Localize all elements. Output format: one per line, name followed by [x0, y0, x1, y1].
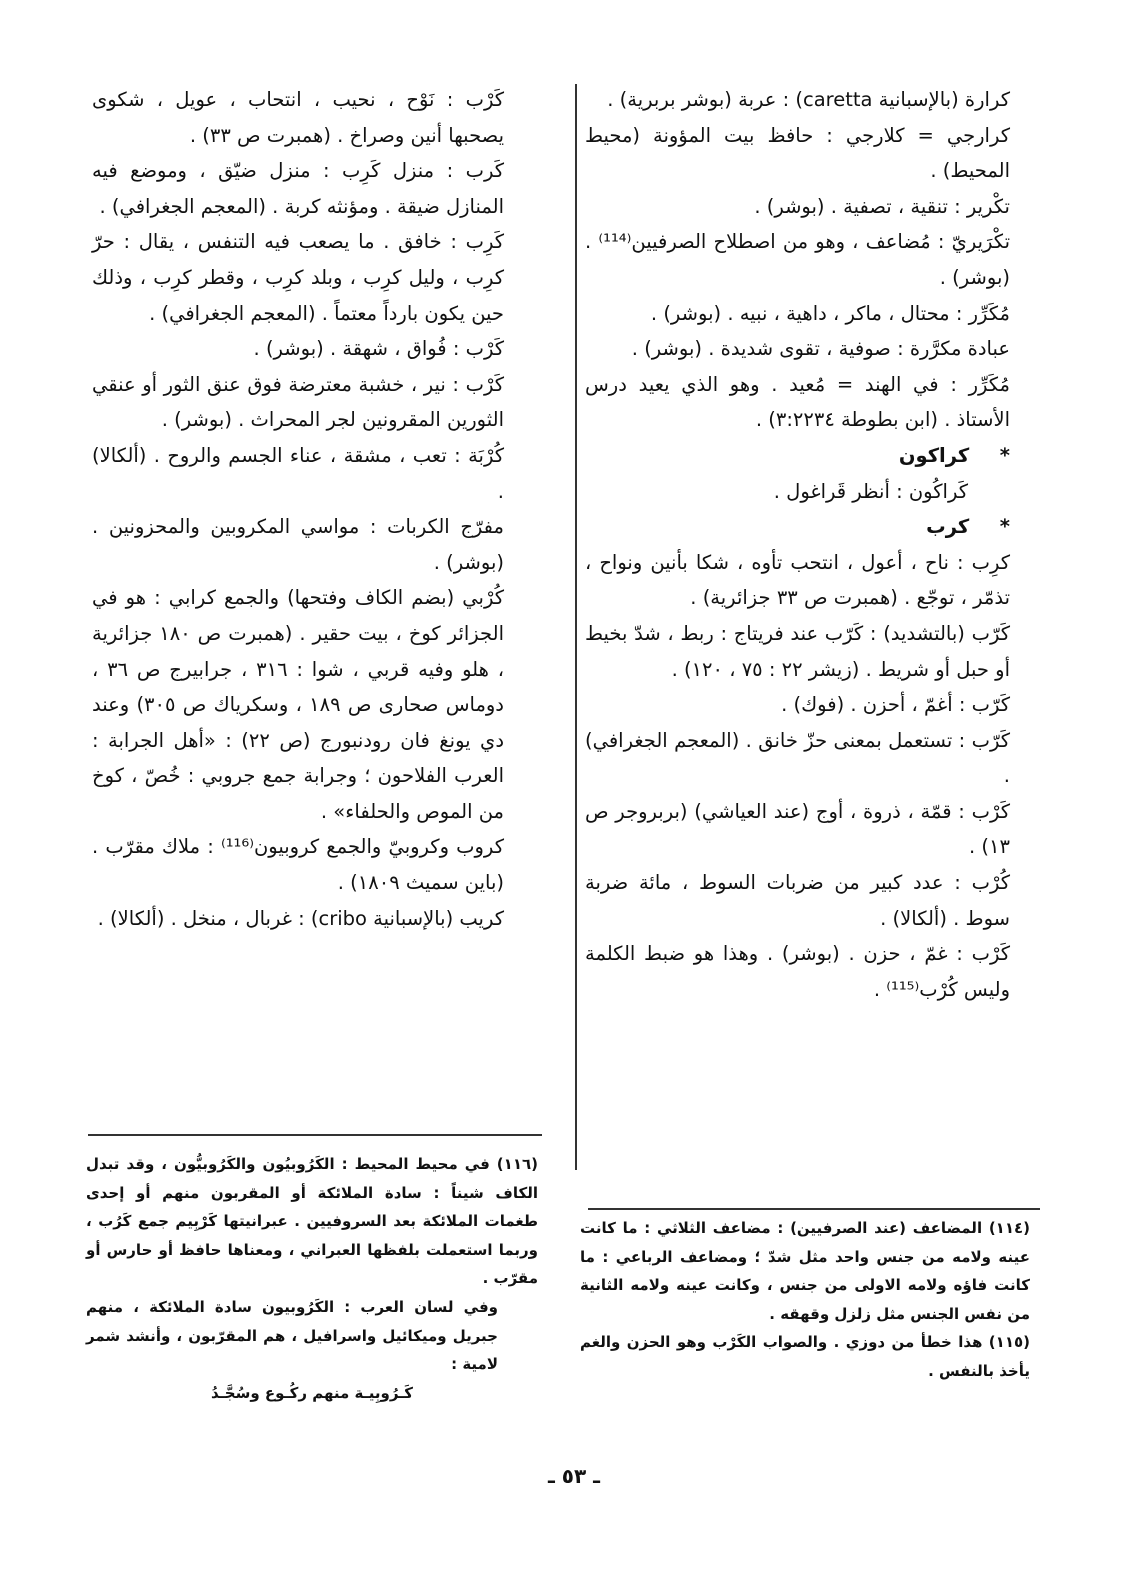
entry: كُرْبَة : تعب ، مشقة ، عناء الجسم والروح . (ألكالا) . [92, 443, 504, 503]
poem-line: كَـرُوبِيـة منهم ركُـوع وسُجَّـدُ [210, 1383, 414, 1402]
asterisk-icon: * [999, 515, 1010, 539]
entry: كُرْبي (بضم الكاف وفتحها) والجمع كرابي : هو في الجزائر كوخ ، بيت حقير . (همبرت ص ١٨٠ جزائرية ، هلو وفيه قربي ، شوا : ٣١٦ ، جرابيرج ص ٣٦ ، دوماس صحارى ص ١٨٩ ، وسكرياك ص ٣٠٥) وعند دي يونغ فان رودنبورج (ص ٢٢) : «أهل الجرابة : العرب الفلاحون ؛ وجرابة جمع جروبي : خُصّ ، كوخ من الموص والحلفاء» . [92, 586, 504, 823]
entry: كرِب : ناح ، أعول ، انتحب تأوه ، شكا بأنين ونواح ، تذمّر ، توجّع . (همبرت ص ٣٣ جزائرية) . [585, 550, 1010, 610]
entry: كُرْب : عدد كبير من ضربات السوط ، مائة ضربة سوط . (ألكالا) . [585, 871, 1010, 930]
section-heading-karb [585, 509, 1010, 545]
footnotes-left [86, 1150, 538, 1407]
footnote: (١١٥) هذا خطأ من دوزي . والصواب الكَرْب وهو الحزن والغم يأخذ بالنفس . [580, 1333, 1030, 1380]
section-heading-text: كرب [926, 515, 970, 539]
section-heading-karakun [585, 438, 1010, 474]
entry: كَرْب : غمّ ، حزن . (بوشر) . وهذا هو ضبط الكلمة وليس كُرْب⁽¹¹⁵⁾ . [585, 942, 1010, 1001]
right-column [585, 82, 1010, 1007]
entry: كَرْب : نير ، خشبة معترضة فوق عنق الثور أو عنقي الثورين المقرونين لجر المحراث . (بوشر) . [92, 372, 504, 432]
page-number: ـ ٥٣ ـ [547, 1464, 601, 1488]
entry: كرارة (بالإسبانية caretta) : عربة (بوشر بربرية) . [607, 88, 1010, 111]
entry: كَرّب (بالتشديد) : كَرّب عند فريتاج : ربط ، شدّ بخيط أو حبل أو شريط . (زيشر ٢٢ : ٧٥ ، ١٢٠) . [585, 621, 1010, 681]
entry: مفرّج الكربات : مواسي المكروبين والمحزونين . (بوشر) . [92, 515, 504, 574]
entry: كَرْب : فُواق ، شهقة . (بوشر) . [253, 337, 504, 361]
section-heading-text: كراكون [898, 443, 970, 467]
left-column [92, 82, 504, 936]
footnote-rule [88, 1134, 542, 1136]
asterisk-icon: * [999, 443, 1010, 467]
entry: كَرّب : أغمّ ، أحزن . (فوك) . [781, 693, 1010, 717]
entry: كَرِب : خافق . ما يصعب فيه التنفس ، يقال : حرّ كرِب ، وليل كرِب ، وبلد كرِب ، وقطر كرِب ، وذلك حين يكون بارداً معتماً . (المعجم الجغرافي) . [92, 230, 504, 325]
entry: تكْرَيريّ : مُضاعف ، وهو من اصطلاح الصرفيين⁽¹¹⁴⁾ . (بوشر) . [585, 230, 1010, 289]
footnote: (١١٦) في محيط المحيط : الكَرُوبيُون والكَرُوبيُّون ، وقد تبدل الكاف شيناً : سادة الملائكة أو المقربون منهم أو إحدى طغمات الملائكة بعد السروفيين . عبرانيتها كَرْبِيم جمع كَرُب ، وربما استعملت بلفظها العبراني ، ومعناها حافظ أو حارس أو مقرّب . [86, 1155, 538, 1288]
entry: مُكَرِّر : محتال ، ماكر ، داهية ، نبيه . (بوشر) . [650, 301, 1010, 325]
entry: تكْرير : تنقية ، تصفية . (بوشر) . [754, 194, 1010, 218]
entry: عبادة مكرَّرة : صوفية ، تقوى شديدة . (بوشر) . [631, 337, 1010, 361]
entry: كريب (بالإسبانية cribo) : غربال ، منخل . (ألكالا) . [97, 906, 504, 930]
entry: كروب وكروبيّ والجمع كروبيون⁽¹¹⁶⁾ : ملاك مقرّب . (باين سميث ١٨٠٩) . [92, 835, 504, 895]
footnote-rule [588, 1208, 1040, 1210]
entry: كَرْب : نَوْح ، نحيب ، انتحاب ، عويل ، شكوى يصحبها أنين وصراخ . (همبرت ص ٣٣) . [92, 88, 504, 147]
entry: مُكَرِّر : في الهند = مُعيد . وهو الذي يعيد درس الأستاذ . (ابن بطوطة ٣:٢٢٣٤) . [585, 372, 1010, 432]
footnote: (١١٤) المضاعف (عند الصرفيين) : مضاعف الثلاثي : ما كانت عينه ولامه من جنس واحد مثل شدّ ؛ ومضاعف الرباعي : ما كانت فاؤه ولامه الاولى من جنس ، وكانت عينه ولامه الثانية من نفس الجنس مثل زلزل وقهقه . [580, 1219, 1030, 1323]
entry: كرارجي = كلارجي : حافظ بيت المؤونة (محيط المحيط) . [585, 123, 1010, 183]
entry: كَرّب : تستعمل بمعنى حزّ خانق . (المعجم الجغرافي) . [585, 728, 1010, 788]
entry: كَراكُون : أنظر قَراغول . [773, 479, 968, 503]
footnote: وفي لسان العرب : الكَرُوبيون سادة الملائكة ، منهم جبريل وميكائيل واسرافيل ، هم المقرّبون ، وأنشد شمر لامية : [86, 1297, 498, 1374]
column-divider [575, 84, 577, 1170]
footnotes-right [580, 1214, 1030, 1386]
entry: كَرْب : قمّة ، ذروة ، أوج (عند العياشي) (بربروجر ص ١٣) . [585, 799, 1010, 859]
entry: كَرب : منزل كَرِب : منزل ضيّق ، وموضع فيه المنازل ضيقة . ومؤنثه كربة . (المعجم الجغرافي) . [92, 159, 504, 218]
